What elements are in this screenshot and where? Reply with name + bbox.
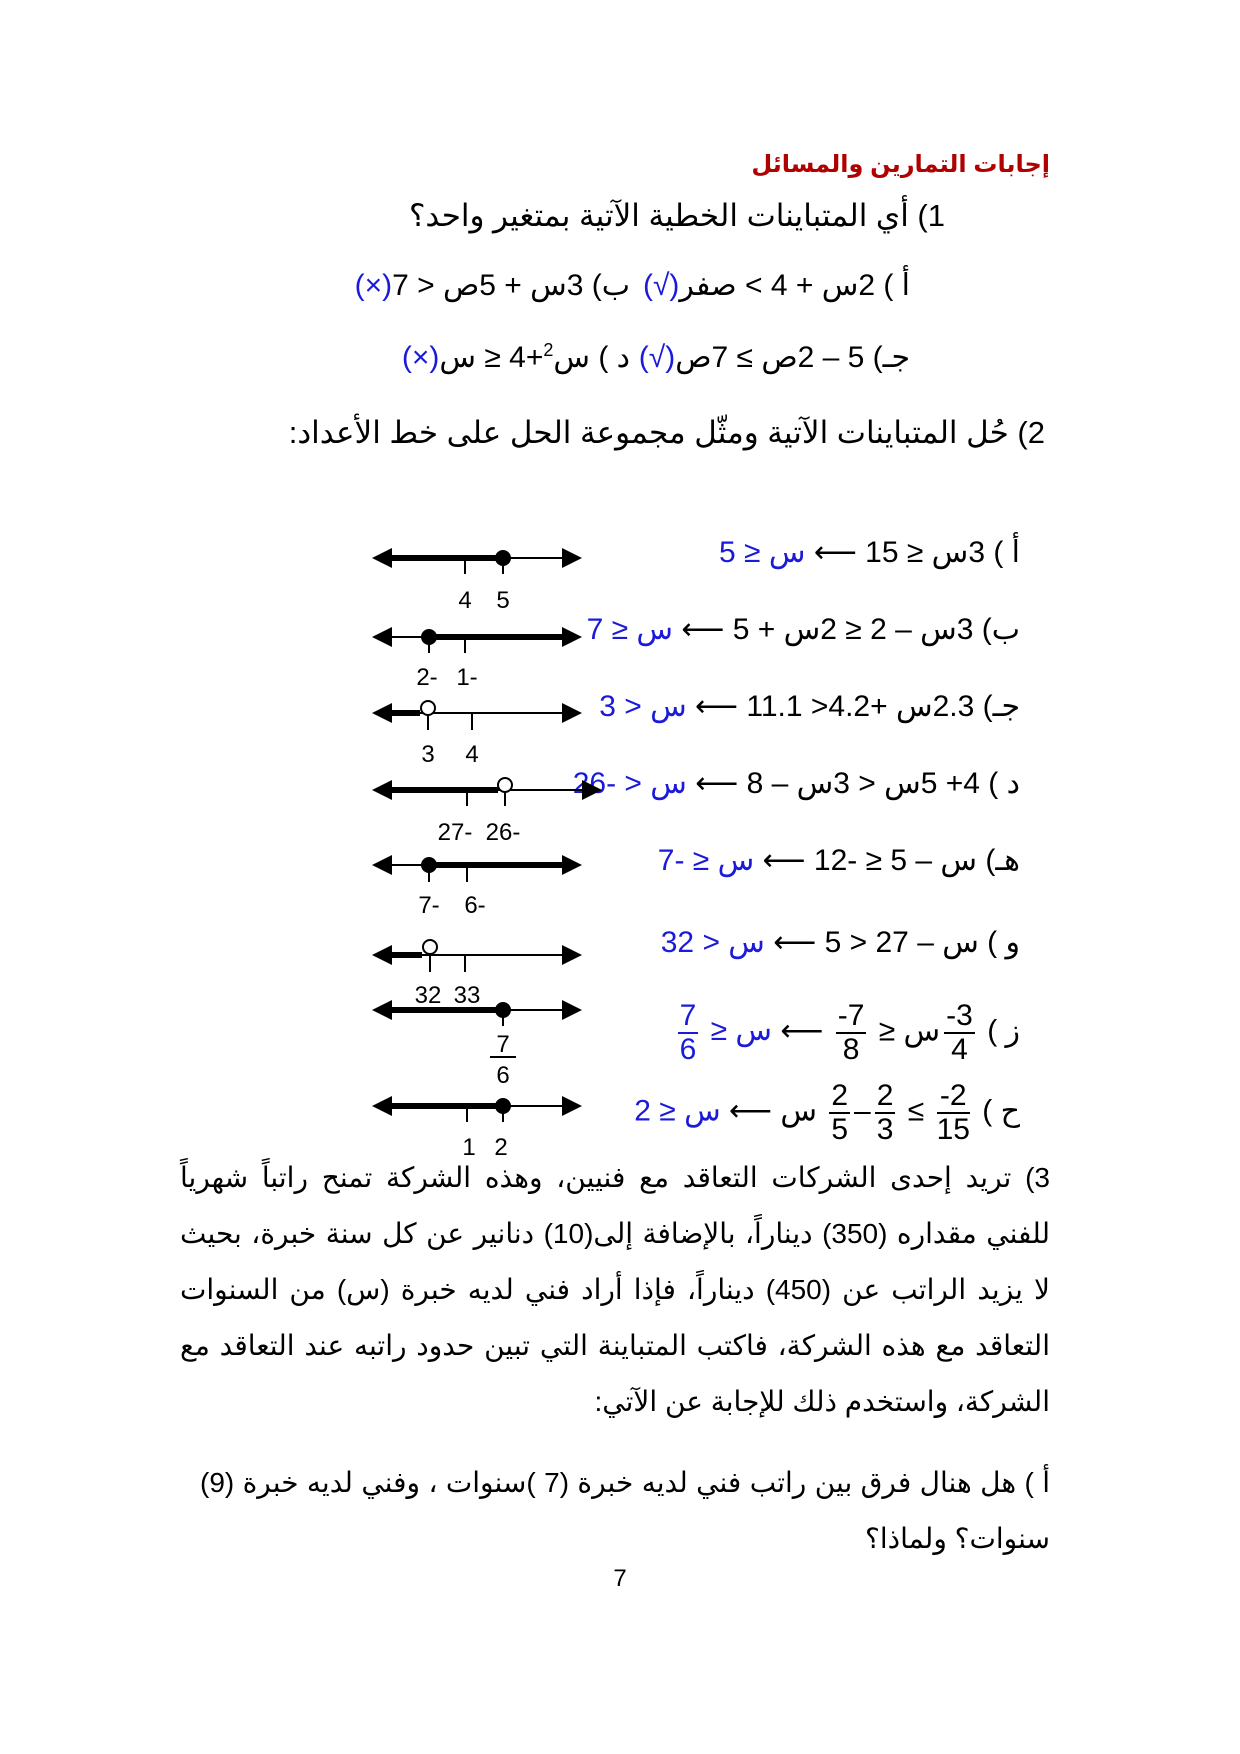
q2-item-a: أ ) 3س ≤ 15 ⟵ س ≤ 5 — [719, 536, 1020, 569]
q2-label: ح ) — [982, 1094, 1020, 1128]
q1-item-b-text: ب) 3س + 5ص < 7 — [392, 269, 630, 302]
tick-label: 26- — [485, 819, 521, 846]
cross-mark: (×) — [354, 269, 393, 302]
q2-label: و ) س – 27 < 5 — [824, 926, 1020, 959]
q2-answer: س < 3 — [599, 690, 687, 723]
check-mark: (√) — [642, 269, 680, 302]
number-line-a — [376, 550, 578, 614]
tick-label: 3 — [421, 741, 435, 768]
closed-point — [421, 857, 437, 873]
question-3-a: أ ) هل هنال فرق بين راتب فني لديه خبرة (7 )سنوات ، وفني لديه خبرة (9) سنوات؟ ولماذا؟ — [200, 1467, 1050, 1554]
page-number: 7 — [613, 1565, 627, 1592]
q2-label: جـ) 2.3س +4.2< 11.1 — [746, 690, 1020, 723]
number-line-d — [376, 778, 598, 846]
q2-item-f: و ) س – 27 < 5 ⟵ س < 32 — [660, 926, 1020, 959]
number-line-f — [376, 940, 578, 1009]
number-line-b — [376, 629, 578, 691]
q2-label: ب) 3س – 2 ≤ 2س + 5 — [732, 613, 1020, 646]
tick-label: 4 — [458, 587, 472, 614]
page-title: إجابات التمارين والمسائل — [751, 151, 1050, 178]
q2-item-h: ح ) $\frac{2-}{15}$ ≥ $\frac{2}{3}$ – $\frac{2}{5}$ س ⟵ س ≤ 2 — [634, 1079, 1020, 1146]
q2-label: ز ) — [987, 1014, 1020, 1048]
q2-answer: س < 32 — [660, 926, 765, 959]
cross-mark: (×) — [401, 341, 440, 374]
tick-label: 1 — [462, 1134, 476, 1161]
question-3: 3) تريد إحدى الشركات التعاقد مع فنيين، وهذه الشركة تمنح راتباً شهرياً للفني مقداره (350) ديناراً، بالإضافة إلى(10) دنانير عن كل سنة خبرة، بحيث لا يزيد الراتب عن (450) ديناراً، فإذا أراد فني لديه خبرة (س) من السنوات التعاقد مع هذه الشركة، فاكتب المتباينة التي تبين حدود راتبه عند التعاقد مع الشركة، واستخدم ذلك للإجابة عن الآتي: — [180, 1162, 1050, 1417]
open-point — [423, 940, 437, 954]
exponent: 2 — [543, 340, 554, 360]
q2-answer: س ≤ 7 — [586, 613, 674, 646]
q2-relation: س ≤ — [878, 1014, 941, 1048]
q1-item-c-text: جـ) 5 – 2ص ≥ 7ص — [675, 341, 910, 374]
q1-item-d-text-post: +4 ≤ س — [439, 341, 544, 374]
q2-item-b: ب) 3س – 2 ≤ 2س + 5 ⟵ س ≤ 7 — [586, 613, 1020, 646]
q2-answer: س ≤ -7 — [657, 844, 755, 877]
question-2: 2) حُل المتباينات الآتية ومثّل مجموعة الحل على خط الأعداد: — [288, 415, 1045, 450]
tick-label: 6 — [496, 1062, 510, 1089]
tick-label: 7 — [496, 1031, 510, 1058]
q1-item-a-text: أ ) 2س + 4 > صفر — [679, 269, 910, 302]
number-line-g — [376, 1002, 578, 1089]
closed-point — [421, 629, 437, 645]
number-line-e — [376, 857, 578, 919]
fraction: $\frac{2-}{15}$ — [936, 1079, 970, 1146]
number-line-c — [376, 701, 578, 768]
q2-answer: س ≤ $\frac{7}{6}$ — [679, 999, 773, 1066]
closed-point — [495, 1098, 511, 1114]
tick-label: 2- — [416, 664, 438, 691]
tick-label: 27- — [437, 819, 473, 846]
question-1: 1) أي المتباينات الخطية الآتية بمتغير واحد؟ — [408, 198, 945, 233]
q2-item-e: هـ) س – 5 ≤ -12 ⟵ س ≤ -7 — [657, 844, 1020, 877]
q2-label: د ) 4+ 5س < 3س – 8 — [746, 767, 1020, 800]
fraction: $\frac{3-}{4}$ — [946, 999, 973, 1066]
tick-label: 5 — [496, 587, 510, 614]
tick-label: 6- — [464, 892, 486, 919]
tick-label: 2 — [494, 1134, 508, 1161]
fraction: $\frac{2}{3}$ — [876, 1079, 894, 1146]
q2-label: هـ) س – 5 ≤ -12 — [813, 844, 1020, 877]
q2-label: أ ) 3س ≤ 15 — [865, 536, 1020, 569]
q2-item-g: ز ) $\frac{3-}{4}$ س ≤ $\frac{7-}{8}$ ⟵ س ≤ $\frac{7}{6}$ — [674, 1000, 1020, 1065]
check-mark: (√) — [638, 341, 676, 374]
tick-label: 33 — [453, 982, 481, 1009]
tick-label: 7- — [418, 892, 440, 919]
q2-answer: س < -26 — [572, 767, 687, 800]
q2-answer: س ≤ 5 — [719, 536, 806, 569]
tick-label: 32 — [414, 982, 442, 1009]
q2-answer: س ≤ 2 — [634, 1094, 721, 1128]
q1-item-d-text: د ) س — [553, 341, 630, 374]
fraction: $\frac{7-}{8}$ — [837, 999, 865, 1066]
q2-item-c: جـ) 2.3س +4.2< 11.1 ⟵ س < 3 — [599, 690, 1020, 723]
tick-label: 1- — [456, 664, 478, 691]
closed-point — [495, 550, 511, 566]
tick-label: 4 — [465, 741, 479, 768]
open-point — [421, 701, 435, 715]
closed-point — [495, 1002, 511, 1018]
q2-item-d: د ) 4+ 5س < 3س – 8 ⟵ س < -26 — [572, 767, 1020, 800]
fraction: $\frac{2}{5}$ — [831, 1079, 849, 1146]
open-point — [498, 778, 512, 792]
